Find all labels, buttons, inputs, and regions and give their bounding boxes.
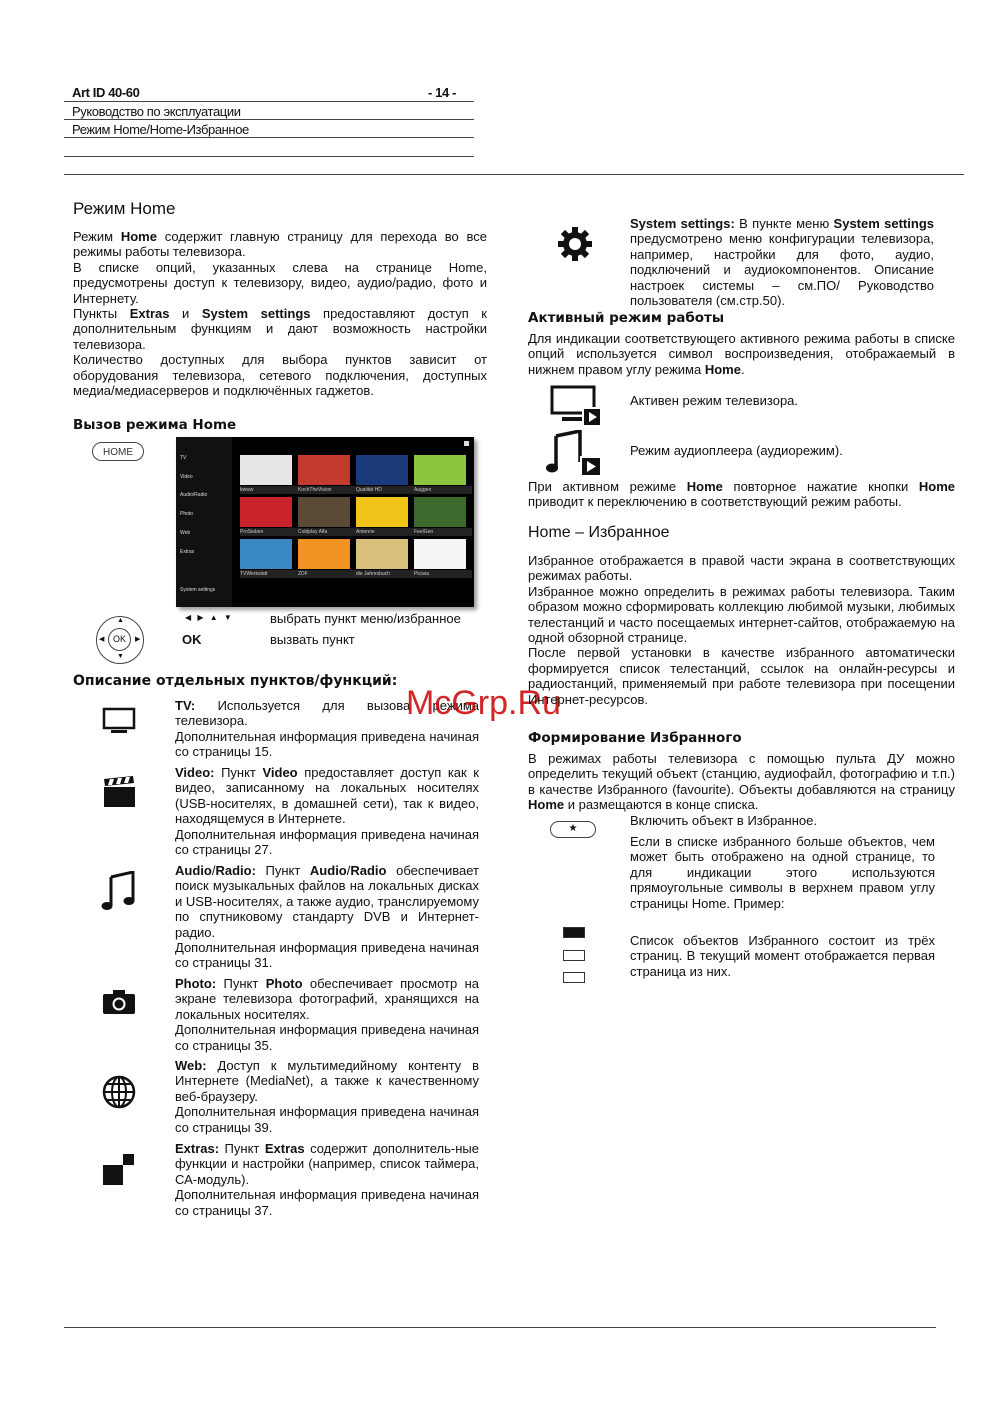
- home-button-icon: HOME: [92, 442, 144, 461]
- photo-description: Photo: Пункт Photo обеспечивает просмотр на экране телевизора фотографий, хранящихся на локальных носителях. Дополнительная информация приведена начиная со страницы 35.: [175, 976, 479, 1053]
- tv-active-text: Активен режим телевизора.: [630, 393, 799, 408]
- ok-key-label: OK: [182, 632, 202, 647]
- system-settings-description: System settings: В пункте меню System settings предусмотрено меню конфигурации телевизора, например, настройки для фото, аудио, подключений и аудиокомпонентов. Описание настроек системы – см.ПО/ Руководство пользователя (см.стр.50).: [630, 216, 934, 309]
- arrow-keys-icon: ◀ ▶ ▲ ▼: [185, 613, 234, 622]
- favorite-tile: [298, 455, 350, 485]
- home-screen-image: [176, 437, 474, 607]
- page-number: - 14 -: [428, 85, 456, 100]
- favorite-tile: [414, 455, 466, 485]
- tv-description: TV: Используется для вызова режима телевизора. Дополнительная информация приведена начиная со страницы 15.: [175, 698, 479, 760]
- favorites-title: Home – Избранное: [528, 524, 670, 541]
- extras-description: Extras: Пункт Extras содержит дополнитель-ные функции и настройки (например, список таймера, СА-модуль). Дополнительная информация приведена начиная со страницы 37.: [175, 1141, 479, 1218]
- header-row-1: [64, 84, 474, 102]
- audio-active-text: Режим аудиоплеера (аудиорежим).: [630, 443, 843, 458]
- camera-icon: [102, 989, 136, 1015]
- favorite-tile-label: FeelGen: [414, 528, 472, 536]
- favorite-tile-label: Auggeo: [414, 486, 472, 494]
- favorite-tile-label: Picasa: [414, 570, 472, 578]
- manual-title: Руководство по эксплуатации: [72, 104, 241, 119]
- home-mode-title: Режим Home: [73, 199, 176, 218]
- sidebar-tv: TV: [180, 455, 187, 461]
- favorite-tile: [240, 455, 292, 485]
- header-row-3: [64, 120, 474, 138]
- music-icon: [101, 871, 135, 911]
- favorite-tile: [240, 497, 292, 527]
- tv-active-icon: [550, 385, 602, 427]
- header-row-2: [64, 102, 474, 120]
- footer-divider: [64, 1327, 936, 1328]
- web-description: Web: Доступ к мультимедийному контенту в Интернете (MediaNet), а также к качественному веб-браузеру. Дополнительная информация приведена начиная со страницы 39.: [175, 1058, 479, 1135]
- favorite-tile-label: ZDF: [298, 570, 356, 578]
- audio-description: Audio/Radio: Пункт Audio/Radio обеспечивает поиск музыкальных файлов на локальных дисках и USB-носителях, а также аудио, транслируемому по спутниковому стандарту DVB и Интернет-радио. Дополнительная информация приведена начиная со страницы 31.: [175, 863, 479, 971]
- call-home-title: Вызов режима Home: [73, 417, 237, 433]
- page-indicator-icon: [464, 441, 469, 446]
- page-indicator-empty-1: [563, 950, 585, 961]
- favorites-grid: [236, 437, 474, 607]
- art-id: Art ID 40-60: [72, 85, 140, 100]
- sidebar-extras: Extras: [180, 549, 195, 555]
- sidebar-audio: Audio/Radio: [180, 492, 208, 498]
- video-description: Video: Пункт Video предоставляет доступ как к видео, записанному на локальных носителях (USB-носителях, в домашней сети), так к видео, находящемуся в Интернете. Дополнительная информация приведена начиная со страницы 27.: [175, 765, 479, 858]
- forming-text-3: Список объектов Избранного состоит из трёх страниц. В текущий момент отображается первая страница из них.: [630, 933, 935, 979]
- favorite-tile: [414, 539, 466, 569]
- favorite-tile-label: Qualität HD: [356, 486, 414, 494]
- active-mode-title: Активный режим работы: [528, 310, 725, 326]
- star-description: Включить объект в Избранное.: [630, 813, 817, 828]
- sidebar-photo: Photo: [180, 511, 194, 517]
- forming-text: В режимах работы телевизора с помощью пульта ДУ можно определить текущий объект (станцию, аудиофайл, фотографию и т.п.) в качестве Избранного (favourite). Объекты добавляются на страницу Home и размещаются в конце списка.: [528, 751, 955, 813]
- favorite-tile-label: TVWerkstatt: [240, 570, 298, 578]
- favorite-tile-label: kwww: [240, 486, 298, 494]
- favorite-tile: [356, 455, 408, 485]
- favorite-tile: [356, 539, 408, 569]
- gear-icon: [557, 226, 593, 262]
- section-title: Режим Home/Home-Избранное: [72, 122, 249, 137]
- sidebar-system: System settings: [180, 587, 216, 593]
- favorite-tile-label: KochTheVision: [298, 486, 356, 494]
- favorite-tile: [298, 539, 350, 569]
- favorite-tile: [356, 497, 408, 527]
- home-sidebar: [176, 437, 232, 607]
- favorite-tile: [240, 539, 292, 569]
- forming-title: Формирование Избранного: [528, 730, 742, 746]
- favorite-tile: [298, 497, 350, 527]
- active-mode-text-2: При активном режиме Home повторное нажатие кнопки Home приводит к переключению в соответствующий режим работы.: [528, 479, 955, 510]
- favorite-tile: [414, 497, 466, 527]
- header-row-4: [64, 138, 474, 157]
- page-indicator-empty-2: [563, 972, 585, 983]
- tv-icon: [102, 707, 136, 735]
- favorite-tile-label: Antenne: [356, 528, 414, 536]
- favorite-tile-label: Coldplay Alfa: [298, 528, 356, 536]
- favorite-tile-label: die Jahresbuch: [356, 570, 414, 578]
- watermark: McGrp.Ru: [406, 684, 561, 722]
- favorite-tile-label: ProSieben: [240, 528, 298, 536]
- globe-icon: [102, 1075, 136, 1109]
- favorites-text: Избранное отображается в правой части экрана в соответствующих режимах работы. Избранное можно определить в режимах работы телевизора. Таким образом можно сформировать коллекцию любимой музыки, любимых телестанций и часто посещаемых интернет-сайтов, отображаемую на одной обзорной странице. После первой установки в качестве избранного автоматически формируется список телестанций, ссылок на онлайн-ресурсы и радиостанций, применяемый при работе телевизора при посещении Интернет-ресурсов.: [528, 553, 955, 707]
- forming-text-2: Если в списке избранного больше объектов, чем может быть отображено на одной странице, то для индикации этого используются прямоугольные символы в верхнем правом углу страницы Home. Пример:: [630, 834, 935, 911]
- audio-active-icon: [546, 430, 602, 476]
- sidebar-web: Web: [180, 530, 191, 536]
- arrows-description: выбрать пункт меню/избранное: [270, 611, 461, 626]
- remote-dpad-icon: OK ▲ ▼ ◀ ▶: [96, 616, 144, 664]
- page-indicator-filled: [563, 927, 585, 938]
- star-button-icon: ★: [550, 821, 596, 838]
- home-mode-text: Режим Home содержит главную страницу для перехода во все режимы работы телевизора. В списке опций, указанных слева на странице Home, предусмотрены доступ к телевизору, видео, аудио/радио, фото и Интернету. Пункты Extras и System settings предоставляют доступ к дополнительным функциям и дают возможность настройки телевизора. Количество доступных для выбора пунктов зависит от оборудования телевизора, сетевого подключения, доступных медиа/медиасерверов и подключённых гаджетов.: [73, 229, 487, 399]
- active-mode-text: Для индикации соответствующего активного режима работы в списке опций используется символ воспроизведения, отображаемый в нижнем правом углу режима Home.: [528, 331, 955, 377]
- sidebar-video: Video: [180, 474, 193, 480]
- header-divider: [64, 174, 964, 175]
- video-icon: [103, 776, 136, 808]
- ok-description: вызвать пункт: [270, 632, 355, 647]
- functions-title: Описание отдельных пунктов/функций:: [73, 673, 398, 689]
- extras-icon: [103, 1153, 135, 1185]
